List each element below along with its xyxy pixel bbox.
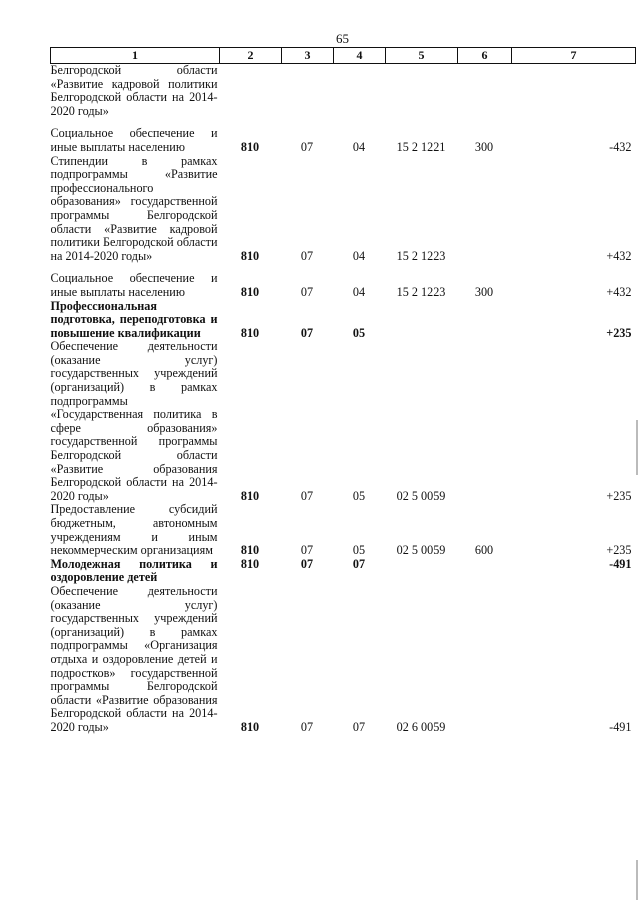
row-amount: +432 bbox=[606, 284, 632, 299]
row-code-section: 07 bbox=[300, 543, 314, 558]
row-code-subsection: 07 bbox=[352, 719, 366, 734]
row-code-ministry: 810 bbox=[240, 719, 260, 734]
row-name: Молодежная политика и оздоровление детей bbox=[50, 556, 218, 585]
row-code-target bbox=[386, 300, 458, 341]
row-code-expense: 600 bbox=[474, 543, 494, 558]
row-code-subsection: 05 bbox=[352, 488, 366, 503]
row-code-expense bbox=[458, 585, 512, 735]
row-name: Обеспечение деятельности (оказание услуг) государственных учреждений (организаций) в рамках подпрограммы «Государственная политика в сфере образования» государственной программы Белгородской области «Развитие образования Белгородской области на 2014-2020 годы» bbox=[50, 339, 218, 503]
row-code-subsection: 05 bbox=[352, 325, 366, 340]
header-col-2: 2 bbox=[220, 48, 282, 64]
row-code-target: 15 2 1223 bbox=[396, 248, 446, 263]
header-col-7: 7 bbox=[512, 48, 636, 64]
table-row bbox=[51, 558, 636, 585]
row-code-section: 07 bbox=[300, 556, 314, 571]
row-name: Профессиональная подготовка, переподготовка и повышение квалификации bbox=[50, 298, 218, 340]
row-code-section bbox=[282, 64, 334, 119]
row-code-ministry: 810 bbox=[240, 488, 260, 503]
row-code-expense: 300 bbox=[474, 284, 494, 299]
row-code-target: 02 6 0059 bbox=[396, 719, 446, 734]
table-row bbox=[51, 155, 636, 264]
table-row bbox=[51, 585, 636, 735]
row-code-ministry bbox=[220, 64, 282, 119]
row-code-target: 15 2 1221 bbox=[396, 139, 446, 154]
row-name: Предоставление субсидий бюджетным, автономным учреждениям и иным некоммерческим организациям bbox=[50, 502, 218, 558]
scan-edge-mark bbox=[636, 860, 638, 900]
row-amount: +235 bbox=[606, 488, 632, 503]
row-amount: +235 bbox=[606, 325, 632, 340]
row-amount: -432 bbox=[609, 139, 632, 154]
row-code-section: 07 bbox=[300, 284, 314, 299]
row-code-ministry: 810 bbox=[240, 325, 260, 340]
row-code-subsection bbox=[334, 64, 386, 119]
row-amount: +235 bbox=[606, 543, 632, 558]
table-row bbox=[51, 340, 636, 503]
row-code-subsection: 05 bbox=[352, 543, 366, 558]
row-code-ministry: 810 bbox=[240, 543, 260, 558]
row-name: Обеспечение деятельности (оказание услуг) государственных учреждений (организаций) в рамках подпрограммы «Организация отдыха и оздоровление детей и подростков» государственной программы Белгородской области «Развитие образования Белгородской области на 2014-2020 годы» bbox=[50, 583, 218, 734]
scan-edge-mark bbox=[636, 420, 638, 475]
header-row bbox=[51, 48, 636, 64]
row-code-ministry: 810 bbox=[240, 556, 260, 571]
row-code-subsection: 07 bbox=[352, 556, 366, 571]
row-amount: -491 bbox=[609, 556, 632, 571]
header-col-3: 3 bbox=[282, 48, 334, 64]
row-code-target bbox=[386, 558, 458, 585]
table-row bbox=[51, 503, 636, 557]
row-code-target: 02 5 0059 bbox=[396, 488, 446, 503]
row-code-expense bbox=[458, 300, 512, 341]
row-amount: -491 bbox=[609, 719, 632, 734]
header-col-5: 5 bbox=[386, 48, 458, 64]
row-code-expense bbox=[458, 340, 512, 503]
table-row bbox=[51, 300, 636, 341]
header-col-1: 1 bbox=[51, 48, 220, 64]
table-row bbox=[51, 64, 636, 119]
row-code-target bbox=[386, 64, 458, 119]
row-code-subsection: 04 bbox=[352, 248, 366, 263]
row-code-target: 02 5 0059 bbox=[396, 543, 446, 558]
table-row bbox=[51, 272, 636, 299]
row-code-section: 07 bbox=[300, 488, 314, 503]
row-code-ministry: 810 bbox=[240, 248, 260, 263]
row-name: Белгородской области «Развитие кадровой политики Белгородской области на 2014-2020 годы» bbox=[50, 63, 218, 118]
row-code-section: 07 bbox=[300, 325, 314, 340]
row-code-expense: 300 bbox=[474, 139, 494, 154]
page-number: 65 bbox=[336, 31, 349, 46]
row-code-target: 15 2 1223 bbox=[396, 284, 446, 299]
row-amount: +432 bbox=[606, 248, 632, 263]
row-name: Социальное обеспечение и иные выплаты населению bbox=[50, 126, 218, 154]
row-code-section: 07 bbox=[300, 139, 314, 154]
row-name: Социальное обеспечение и иные выплаты населению bbox=[50, 271, 218, 299]
row-name: Стипендии в рамках подпрограммы «Развитие профессионального образования» государственной программы Белгородской области «Развитие кадровой политики Белгородской области на 2014-2020 годы» bbox=[50, 153, 218, 263]
row-code-expense bbox=[458, 64, 512, 119]
row-code-ministry: 810 bbox=[240, 284, 260, 299]
row-code-section: 07 bbox=[300, 719, 314, 734]
row-code-subsection: 04 bbox=[352, 139, 366, 154]
table-row bbox=[51, 127, 636, 154]
row-code-ministry: 810 bbox=[240, 139, 260, 154]
budget-table bbox=[50, 47, 636, 735]
header-col-4: 4 bbox=[334, 48, 386, 64]
row-amount bbox=[512, 64, 636, 119]
header-col-6: 6 bbox=[458, 48, 512, 64]
row-code-expense bbox=[458, 155, 512, 264]
row-code-expense bbox=[458, 558, 512, 585]
row-code-subsection: 04 bbox=[352, 284, 366, 299]
row-code-section: 07 bbox=[300, 248, 314, 263]
